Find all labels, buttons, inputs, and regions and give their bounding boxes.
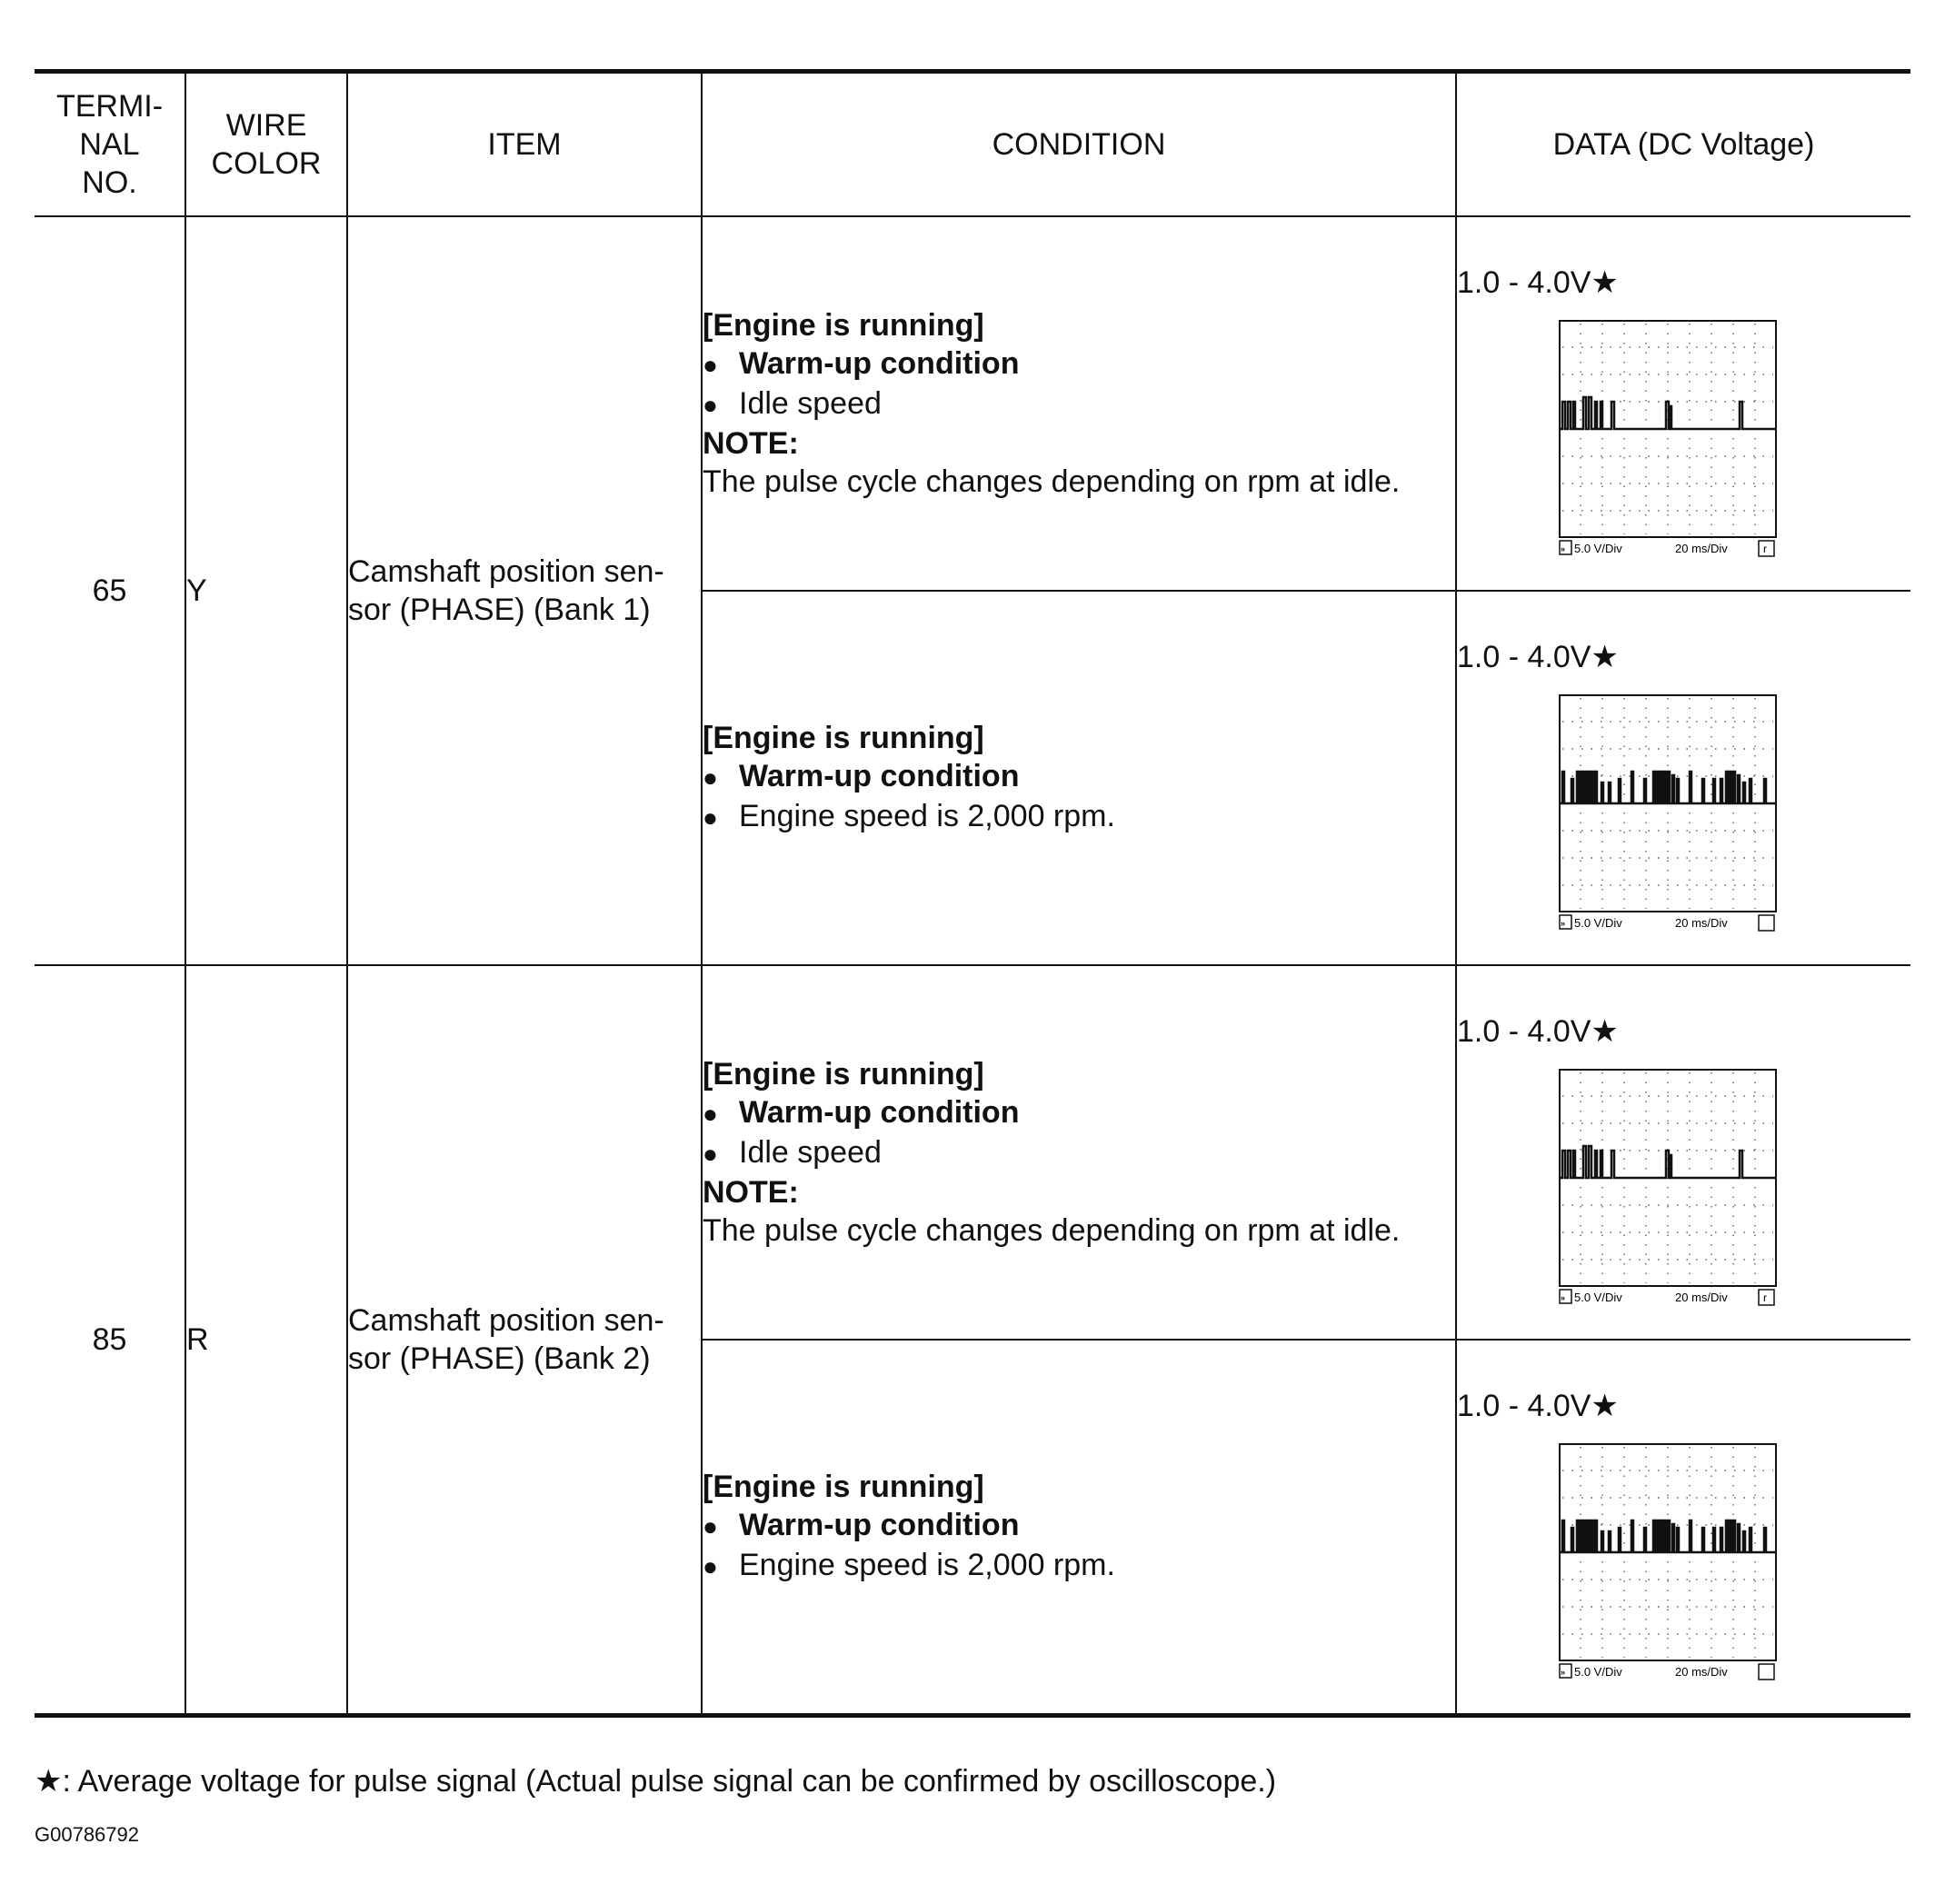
scope-volt-div: 5.0 V/Div: [1574, 542, 1622, 555]
scope-time-div: 20 ms/Div: [1675, 1291, 1728, 1304]
bullet-icon: ●: [703, 351, 718, 379]
condition-bullet-text: Idle speed: [739, 1135, 882, 1170]
terminal-number: 85: [35, 965, 185, 1716]
data-cell: [1456, 216, 1910, 591]
bullet-icon: ●: [703, 1512, 718, 1540]
item-line-2: sor (PHASE) (Bank 1): [348, 593, 651, 627]
condition-bullet-text: Engine speed is 2,000 rpm.: [739, 799, 1115, 833]
condition-bullet: [703, 757, 1455, 797]
data-cell: [1456, 1340, 1910, 1716]
data-value: 1.0 - 4.0V★: [1457, 1014, 1619, 1049]
scope-time-div: 20 ms/Div: [1675, 542, 1728, 555]
scope-volt-div: 5.0 V/Div: [1574, 1291, 1622, 1304]
footnote: ★: Average voltage for pulse signal (Actual pulse signal can be confirmed by oscilloscope.): [35, 1764, 1277, 1799]
table-row: [35, 965, 1910, 1340]
item-cell: [347, 965, 702, 1716]
scope-corner-label: r: [1763, 543, 1767, 555]
item-line-1: Camshaft position sen-: [348, 554, 664, 589]
header-wire-line-2: COLOR: [211, 146, 322, 181]
terminal-number: 65: [35, 216, 185, 965]
bullet-icon: ●: [703, 803, 718, 832]
bullet-icon: ●: [703, 763, 718, 792]
condition-bullet-text: Warm-up condition: [739, 759, 1020, 793]
data-cell: [1456, 965, 1910, 1340]
condition-bullet-text: Warm-up condition: [739, 1095, 1020, 1130]
note-label: NOTE:: [703, 1175, 799, 1210]
condition-bullet: [703, 797, 1455, 837]
condition-bullet-text: Idle speed: [739, 386, 882, 421]
wire-color: R: [185, 965, 347, 1716]
data-value: 1.0 - 4.0V★: [1457, 640, 1619, 674]
header-row: [35, 72, 1910, 217]
note-text: The pulse cycle changes depending on rpm at idle.: [703, 464, 1401, 499]
fast-forward-icon: »: [1561, 1293, 1566, 1302]
bullet-icon: ●: [703, 391, 718, 419]
header-condition: CONDITION: [702, 72, 1456, 217]
item-cell: [347, 216, 702, 965]
fast-forward-icon: »: [1561, 1668, 1566, 1677]
condition-heading: [Engine is running]: [703, 721, 984, 755]
oscilloscope-waveform: [1559, 1443, 1777, 1681]
condition-cell: [702, 591, 1456, 965]
table-row: [35, 216, 1910, 591]
oscilloscope-waveform: [1559, 1069, 1777, 1307]
condition-bullet-text: Warm-up condition: [739, 346, 1020, 381]
item-line-2: sor (PHASE) (Bank 2): [348, 1341, 651, 1376]
bullet-icon: ●: [703, 1140, 718, 1168]
scope-volt-div: 5.0 V/Div: [1574, 1665, 1622, 1679]
header-wire-color: [185, 72, 347, 217]
condition-cell: [702, 1340, 1456, 1716]
bullet-icon: ●: [703, 1552, 718, 1580]
data-value: 1.0 - 4.0V★: [1457, 1389, 1619, 1423]
header-item: ITEM: [347, 72, 702, 217]
fast-forward-icon: »: [1561, 544, 1566, 553]
ecm-terminal-table: [35, 69, 1910, 1718]
scope-time-div: 20 ms/Div: [1675, 1665, 1728, 1679]
wire-color: Y: [185, 216, 347, 965]
header-data: DATA (DC Voltage): [1456, 72, 1910, 217]
item-line-1: Camshaft position sen-: [348, 1303, 664, 1338]
header-terminal: [35, 72, 185, 217]
oscilloscope-waveform: [1559, 694, 1777, 932]
condition-bullet: [703, 1546, 1455, 1586]
oscilloscope-waveform: [1559, 320, 1777, 558]
condition-cell: [702, 965, 1456, 1340]
bullet-icon: ●: [703, 1100, 718, 1128]
condition-bullet: [703, 1093, 1455, 1133]
condition-cell: [702, 216, 1456, 591]
scope-volt-div: 5.0 V/Div: [1574, 916, 1622, 930]
condition-heading: [Engine is running]: [703, 1470, 984, 1504]
condition-bullet-text: Warm-up condition: [739, 1508, 1020, 1542]
condition-bullet-text: Engine speed is 2,000 rpm.: [739, 1548, 1115, 1582]
header-terminal-line-1: TERMI-: [55, 89, 164, 124]
condition-heading: [Engine is running]: [703, 1057, 984, 1092]
figure-code: G00786792: [35, 1823, 139, 1846]
scope-time-div: 20 ms/Div: [1675, 916, 1728, 930]
condition-bullet: [703, 1506, 1455, 1546]
condition-bullet: [703, 384, 1455, 424]
data-cell: [1456, 591, 1910, 965]
scope-corner-box: [1759, 915, 1774, 931]
fast-forward-icon: »: [1561, 919, 1566, 928]
scope-corner-label: r: [1763, 1291, 1767, 1304]
header-wire-line-1: WIRE: [225, 108, 307, 143]
header-terminal-line-3: NO.: [82, 165, 137, 200]
data-value: 1.0 - 4.0V★: [1457, 265, 1619, 300]
condition-bullet: [703, 1133, 1455, 1173]
note-label: NOTE:: [703, 426, 799, 461]
condition-bullet: [703, 344, 1455, 384]
scope-corner-box: [1759, 1664, 1774, 1680]
note-text: The pulse cycle changes depending on rpm at idle.: [703, 1213, 1401, 1248]
condition-heading: [Engine is running]: [703, 308, 984, 343]
header-terminal-line-2: NAL: [79, 127, 140, 162]
document: [35, 69, 1910, 1718]
